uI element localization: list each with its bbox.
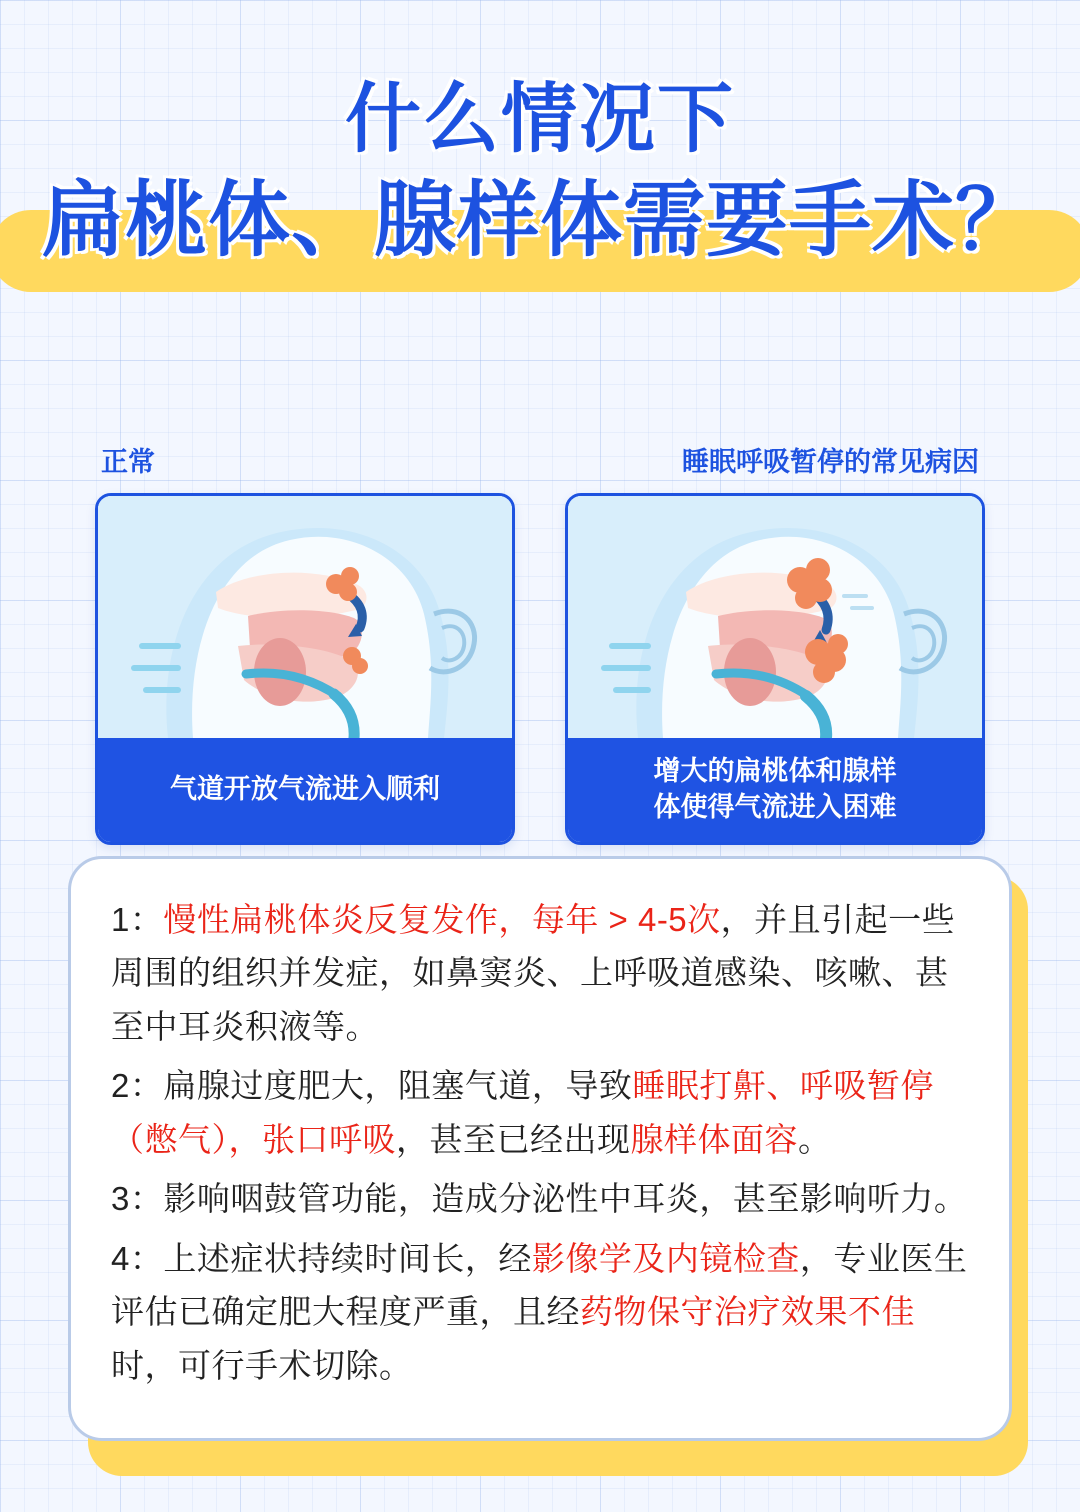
content-item-1: [111, 893, 969, 1053]
content-item-1-seg-0: 慢性扁桃体炎反复发作，每年 > 4-5次: [163, 901, 721, 938]
figure-apnea-caption-line1: 增大的扁桃体和腺样: [653, 756, 897, 787]
figure-normal: [95, 440, 515, 845]
normal-airway-anatomy-illustration: [98, 496, 512, 738]
title-line-2: 扁桃体、腺样体需要手术？: [41, 174, 1038, 266]
content-item-2-number: 2：: [111, 1067, 164, 1105]
content-item-3-number: 3：: [111, 1180, 164, 1218]
content-item-4-seg-0: 上述症状持续时间长，经: [163, 1239, 532, 1277]
content-item-4-seg-1: 影像学及内镜检查: [531, 1239, 800, 1277]
content-item-1-number: 1：: [111, 901, 164, 938]
content-item-2-seg-4: 。: [798, 1120, 832, 1158]
figure-apnea-card: [565, 493, 985, 845]
content-item-4-seg-2: ，专业医生评估已确定肥大程度严重，且经: [111, 1239, 968, 1331]
title-line-1: 什么情况下: [345, 77, 735, 162]
figure-apnea: [565, 440, 985, 845]
figure-normal-card: [95, 493, 515, 845]
title-line-2-holder: [42, 176, 1038, 266]
content-card: [68, 856, 1012, 1441]
content-item-2-seg-1: 睡眠打鼾、呼吸暂停（憋气），张口呼吸: [111, 1067, 934, 1158]
content-item-4-seg-3: 药物保守治疗效果不佳: [580, 1293, 915, 1331]
content-item-3-seg-0: 影响咽鼓管功能，造成分泌性中耳炎，甚至影响听力。: [163, 1180, 968, 1218]
content-item-2: [111, 1059, 969, 1166]
poster-title: [0, 78, 1080, 266]
content-item-4-seg-4: 时，可行手术切除。: [111, 1346, 413, 1384]
content-item-1-seg-1: ，并且引起一些周围的组织并发症，如鼻窦炎、上呼吸道感染、咳嗽、甚至中耳炎积液等。: [111, 901, 956, 1045]
figure-apnea-caption-line2: 体使得气流进入困难: [653, 792, 897, 822]
figure-row: [0, 440, 1080, 845]
content-item-3: [111, 1172, 969, 1225]
figure-apnea-toplabel: 睡眠呼吸暂停的常见病因: [682, 447, 979, 477]
content-item-2-seg-3: 腺样体面容: [630, 1120, 798, 1158]
content-item-2-seg-2: ，甚至已经出现: [396, 1120, 631, 1158]
figure-apnea-caption: [568, 738, 982, 842]
content-item-2-seg-0: 扁腺过度肥大，阻塞气道，导致: [163, 1067, 633, 1105]
content-item-4: [111, 1232, 969, 1392]
content-item-4-number: 4：: [111, 1239, 164, 1277]
enlarged-tonsils-adenoid-illustration: [568, 496, 982, 738]
figure-normal-toplabel: 正常: [101, 447, 155, 477]
figure-normal-caption: 气道开放气流进入顺利: [98, 738, 512, 842]
